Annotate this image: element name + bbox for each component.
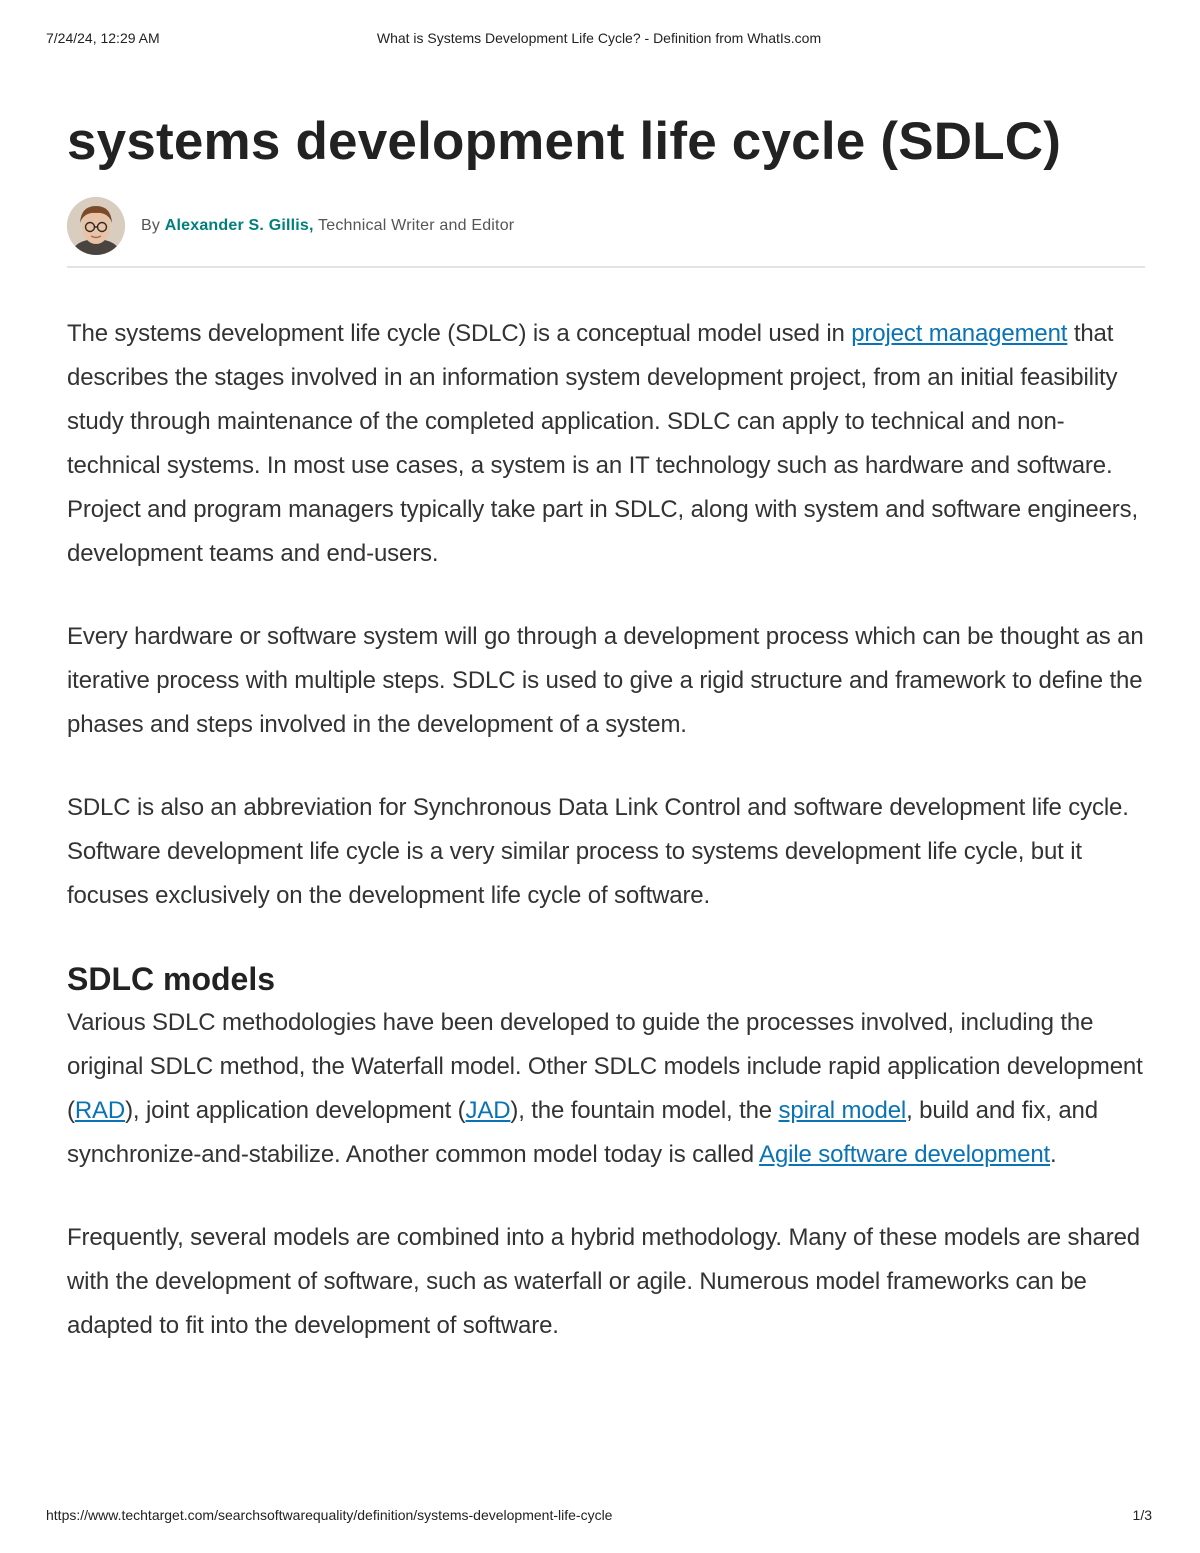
article-content (67, 110, 1145, 1387)
print-datetime: 7/24/24, 12:29 AM (46, 30, 160, 46)
paragraph-text: ), joint application development ( (125, 1097, 466, 1124)
link-jad[interactable]: JAD (465, 1097, 511, 1124)
print-header (46, 30, 1152, 50)
page-number: 1/3 (1132, 1507, 1152, 1523)
paragraph-text: , build and fix, and synchronize-and-stabilize. Another common model today is called (67, 1097, 1098, 1168)
paragraph-intro (67, 312, 1145, 576)
paragraph-text: . (1050, 1141, 1057, 1168)
paragraph-iterative-process: Every hardware or software system will go through a development process which can be thought as an iterative process with multiple steps. SDLC is used to give a rigid structure and framework to define the phases and steps involved in the development of a system. (67, 623, 1144, 738)
print-page-title: What is Systems Development Life Cycle? - Definition from WhatIs.com (376, 30, 822, 46)
paragraph-hybrid: Frequently, several models are combined into a hybrid methodology. Many of these models are shared with the development of software, such as waterfall or agile. Numerous model frameworks can be adapted to fit into the development of software. (67, 1224, 1140, 1339)
link-agile-software-development[interactable]: Agile software development (759, 1141, 1051, 1168)
print-url: https://www.techtarget.com/searchsoftwarequality/definition/systems-development-life-cycle (46, 1507, 613, 1523)
paragraph-text: ), the fountain model, the (510, 1097, 779, 1124)
article-body (67, 312, 1145, 1348)
paragraph-text: The systems development life cycle (SDLC) is a conceptual model used in (67, 320, 852, 347)
print-footer (46, 1507, 1152, 1527)
article-title: systems development life cycle (SDLC) (67, 112, 1062, 171)
paragraph-methodologies (67, 1001, 1145, 1177)
author-avatar[interactable] (67, 197, 125, 255)
paragraph-text: Various SDLC methodologies have been developed to guide the processes involved, including the original SDLC method, the Waterfall model. Other SDLC models include rapid application development ( (67, 1009, 1143, 1124)
link-project-management[interactable]: project management (851, 320, 1068, 347)
paragraph-abbreviation: SDLC is also an abbreviation for Synchronous Data Link Control and software development life cycle. Software development life cycle is a very similar process to systems development life cycle, but it focuses exclusively on the development life cycle of software. (67, 794, 1129, 909)
link-spiral-model[interactable]: spiral model (778, 1097, 907, 1124)
byline-by: By (141, 217, 165, 234)
author-link[interactable]: Alexander S. Gillis, (164, 217, 314, 234)
paragraph-text: that describes the stages involved in an information system development project, from an initial feasibility study through maintenance of the completed application. SDLC can apply to technical and non-technical systems. In most use cases, a system is an IT technology such as hardware and software. Project and program managers typically take part in SDLC, along with system and software engineers, development teams and end-users. (67, 320, 1139, 567)
heading-sdlc-models: SDLC models (67, 961, 276, 997)
byline (67, 196, 1145, 256)
author-role: Technical Writer and Editor (313, 217, 515, 234)
link-rad[interactable]: RAD (74, 1097, 126, 1124)
byline-divider (67, 266, 1145, 268)
byline-text (141, 217, 514, 235)
